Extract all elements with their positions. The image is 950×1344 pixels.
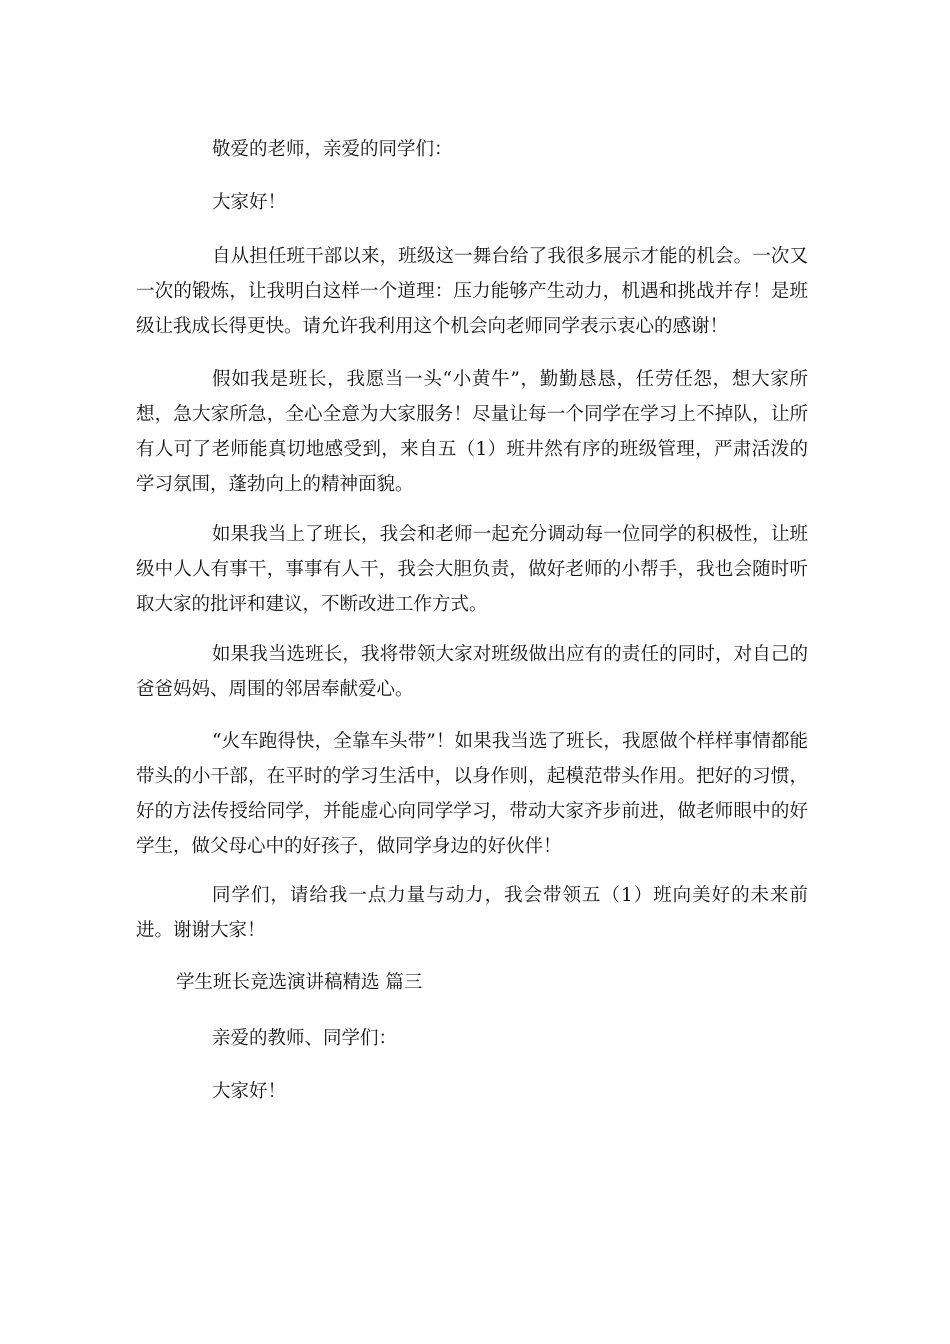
paragraph-thanks: 自从担任班干部以来，班级这一舞台给了我很多展示才能的机会。一次又一次的锻炼，让我明白这样一个道理：压力能够产生动力，机遇和挑战并存！是班级让我成长得更快。请允许我利用这个机会向老师同学表示衷心的感谢！ xyxy=(136,246,808,337)
salutation: 大家好！ xyxy=(212,192,287,213)
section-greeting: 亲爱的教师、同学们： xyxy=(212,1028,398,1049)
paragraph-closing: 同学们，请给我一点力量与动力，我会带领五（1）班向美好的未来前进。谢谢大家！ xyxy=(136,885,808,941)
paragraph-if-monitor: 假如我是班长，我愿当一头“小黄牛”，勤勤恳恳，任劳任怨，想大家所想，急大家所急，全心全意为大家服务！尽量让每一个同学在学习上不掉队，让所有人可了老师能真切地感受到，来自五（1）班井然有序的班级管理，严肃活泼的学习氛围，蓬勃向上的精神面貌。 xyxy=(136,369,808,495)
section-title: 学生班长竞选演讲稿精选 篇三 xyxy=(176,972,423,993)
paragraph-if-elected: 如果我当上了班长，我会和老师一起充分调动每一位同学的积极性，让班级中人人有事干，事事有人干，我会大胆负责，做好老师的小帮手，我也会随时听取大家的批评和建议，不断改进工作方式。 xyxy=(136,524,808,615)
paragraph-lead-example: “火车跑得快，全靠车头带”！如果我当选了班长，我愿做个样样事情都能带头的小干部，在平时的学习生活中，以身作则，起模范带头作用。把好的习惯，好的方法传授给同学，并能虚心向同学学习，带动大家齐步前进，做老师眼中的好学生，做父母心中的好孩子，做同学身边的好伙伴！ xyxy=(136,731,808,857)
paragraph-responsibility: 如果我当选班长，我将带领大家对班级做出应有的责任的同时，对自己的爸爸妈妈、周围的邻居奉献爱心。 xyxy=(136,644,808,700)
greeting: 敬爱的老师，亲爱的同学们： xyxy=(212,139,453,160)
section-salutation: 大家好！ xyxy=(212,1081,287,1102)
